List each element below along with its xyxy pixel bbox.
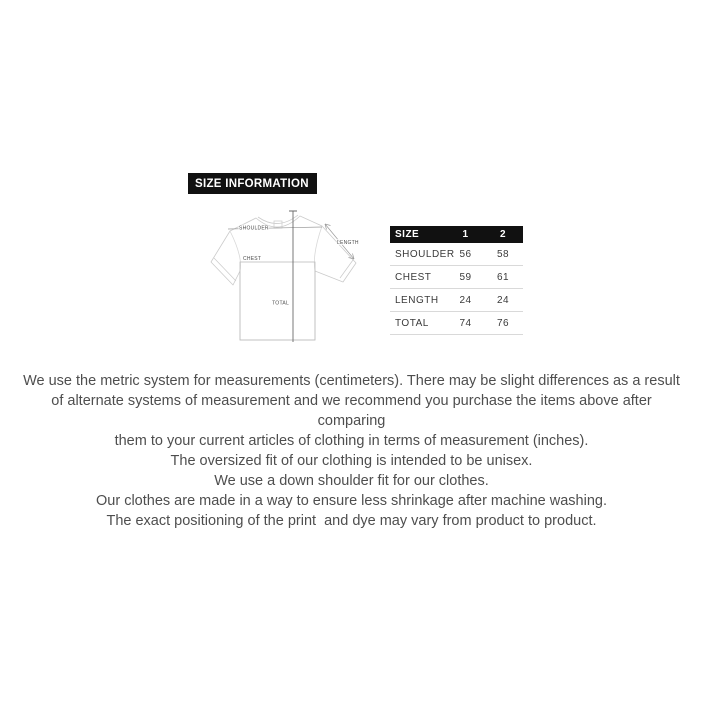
size-information-label: SIZE INFORMATION <box>195 177 309 190</box>
size-chart-table <box>390 226 523 335</box>
length-size2-value: 24 <box>483 289 523 312</box>
notes-line: The oversized fit of our clothing is intended to be unisex. <box>170 453 533 469</box>
table-row <box>390 312 523 335</box>
shoulder-size2-value: 58 <box>483 243 523 266</box>
size-chart-header-size: SIZE <box>395 229 420 240</box>
notes-line: Our clothes are made in a way to ensure less shrinkage after machine washing. <box>96 493 607 509</box>
table-row <box>390 266 523 289</box>
size-chart-header-size1: 1 <box>462 229 469 240</box>
total-size1-value: 74 <box>448 312 483 335</box>
table-row <box>390 289 523 312</box>
length-measure-label: LENGTH <box>337 240 359 246</box>
notes-line: We use a down shoulder fit for our clothes. <box>214 473 489 489</box>
size-chart-header-size2: 2 <box>499 229 507 240</box>
measurement-notes <box>0 371 703 531</box>
row-label-length: LENGTH <box>390 289 448 312</box>
tshirt-outline <box>211 215 356 340</box>
notes-line: of alternate systems of measurement and we recommend you purchase the items above after <box>51 393 652 409</box>
table-row <box>390 243 523 266</box>
total-measure-label: TOTAL <box>272 300 289 307</box>
shoulder-size1-value: 56 <box>448 243 483 266</box>
length-size1-value: 24 <box>448 289 483 312</box>
chest-measure-label: CHEST <box>243 256 262 262</box>
notes-line: We use the metric system for measurements (centimeters). There may be slight differences as a result <box>23 373 680 389</box>
total-size2-value: 76 <box>483 312 523 335</box>
tshirt-measurement-diagram <box>200 205 380 350</box>
notes-line: The exact positioning of the print and dye may vary from product to product. <box>106 513 597 529</box>
notes-line: them to your current articles of clothing in terms of measurement (inches). <box>114 433 589 449</box>
notes-line: comparing <box>317 413 386 429</box>
size-information-badge <box>188 173 317 194</box>
row-label-chest: CHEST <box>390 266 448 289</box>
row-label-shoulder: SHOULDER <box>390 243 448 266</box>
row-label-total: TOTAL <box>390 312 448 335</box>
chest-size1-value: 59 <box>448 266 483 289</box>
size-chart-header-row <box>390 226 523 243</box>
chest-size2-value: 61 <box>483 266 523 289</box>
tshirt-diagram-svg <box>200 205 380 350</box>
shoulder-measure-label: SHOULDER <box>239 225 269 232</box>
